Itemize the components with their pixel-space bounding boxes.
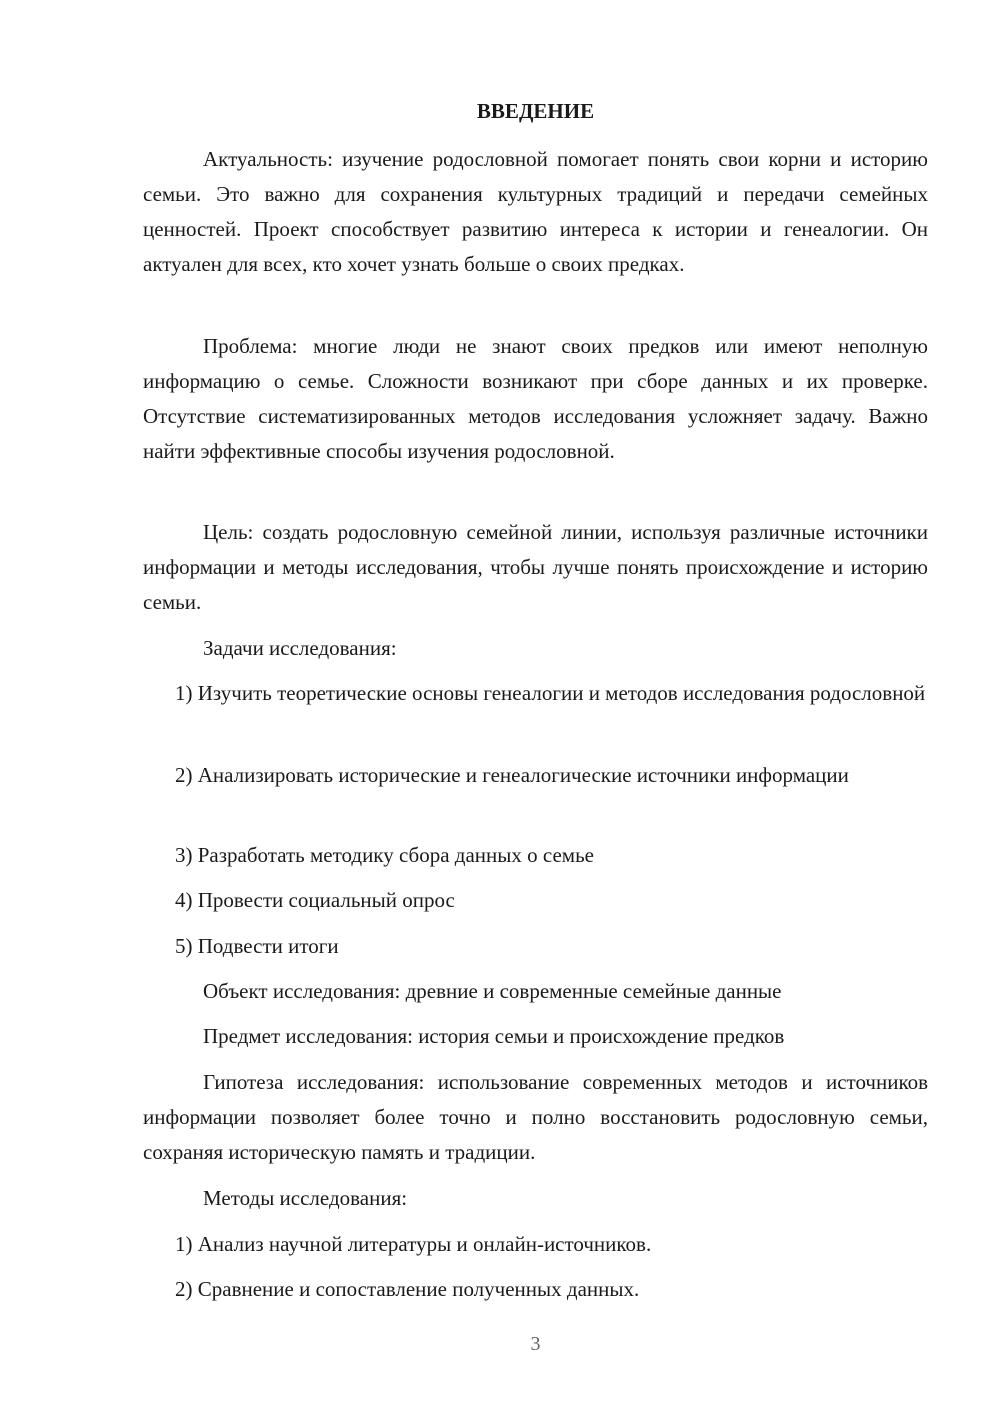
- goal-paragraph: Цель: создать родословную семейной линии, используя различные источники информации и методы исследования, чтобы лучше понять происхождение и историю семьи.: [143, 520, 928, 614]
- hypothesis-paragraph: Гипотеза исследования: использование современных методов и источников информации позволяет более точно и полно восстановить родословную семьи, сохраняя историческую память и традиции.: [143, 1070, 928, 1164]
- method-item-2: 2) Сравнение и сопоставление полученных данных.: [175, 1277, 640, 1301]
- task-item-1: 1) Изучить теоретические основы генеалогии и методов исследования родословной: [175, 681, 926, 705]
- problem-paragraph: Проблема: многие люди не знают своих предков или имеют неполную информацию о семье. Сложности возникают при сборе данных и их проверке. Отсутствие систематизированных методов исследования усложняет задачу. Важно найти эффективные способы изучения родословной.: [143, 334, 928, 463]
- methods-heading: Методы исследования:: [203, 1186, 408, 1210]
- tasks-heading: Задачи исследования:: [203, 636, 397, 660]
- page-number: 3: [530, 1333, 541, 1355]
- task-item-3: 3) Разработать методику сбора данных о семье: [175, 843, 594, 867]
- task-item-5: 5) Подвести итоги: [175, 934, 339, 958]
- document-page: [143, 0, 928, 1414]
- task-item-2: 2) Анализировать исторические и генеалогические источники информации: [175, 763, 849, 787]
- relevance-paragraph: Актуальность: изучение родословной помогает понять свои корни и историю семьи. Это важно для сохранения культурных традиций и передачи семейных ценностей. Проект способствует развитию интереса к истории и генеалогии. Он актуален для всех, кто хочет узнать больше о своих предках.: [143, 147, 928, 276]
- task-item-4: 4) Провести социальный опрос: [175, 888, 455, 912]
- page-title: ВВЕДЕНИЕ: [476, 99, 595, 123]
- subject-paragraph: Предмет исследования: история семьи и происхождение предков: [203, 1024, 785, 1048]
- object-paragraph: Объект исследования: древние и современные семейные данные: [203, 979, 782, 1003]
- method-item-1: 1) Анализ научной литературы и онлайн-источников.: [175, 1232, 652, 1256]
